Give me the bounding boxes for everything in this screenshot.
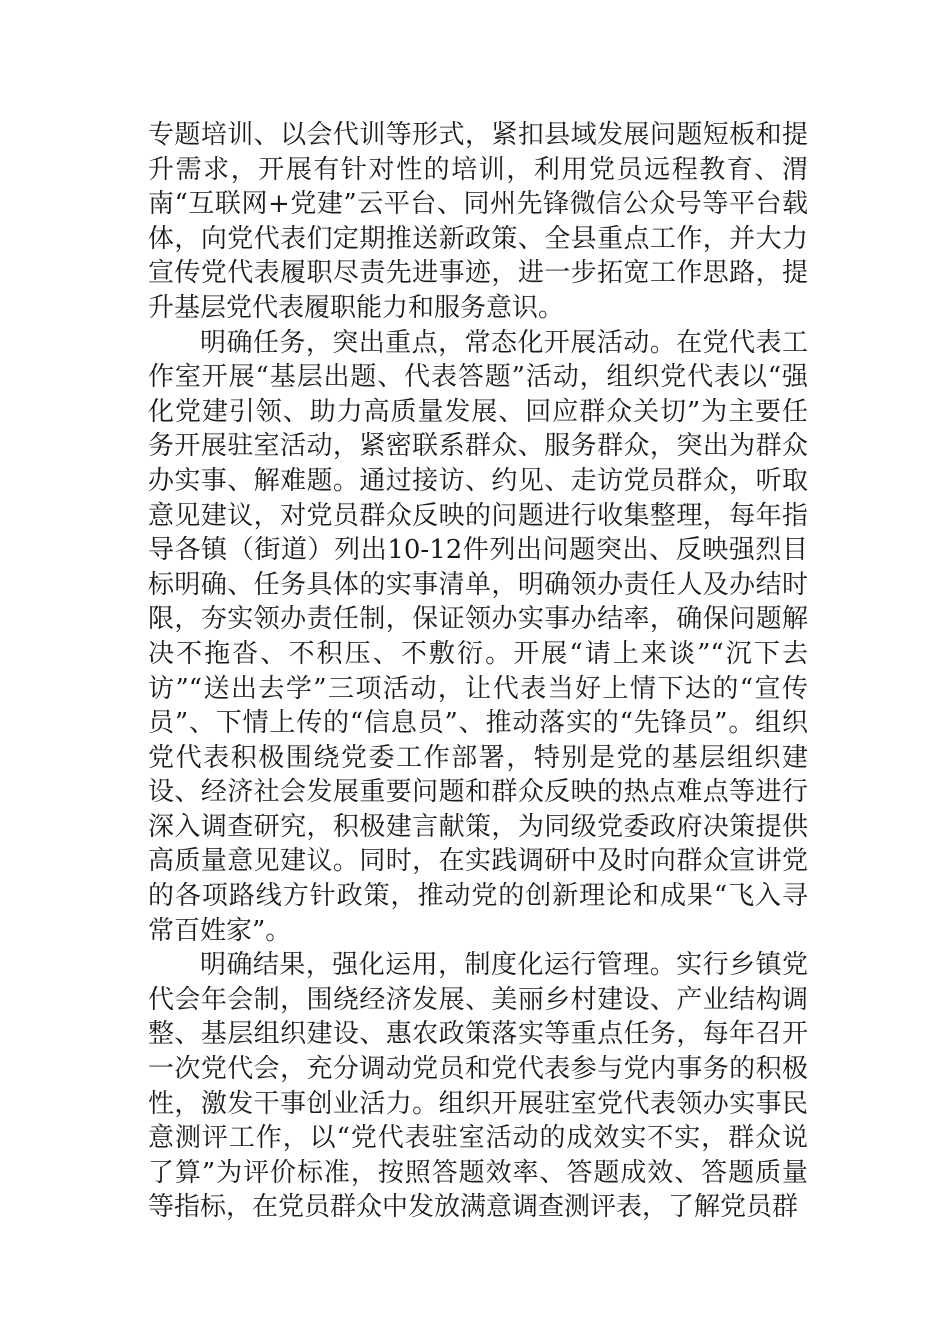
paragraph-tasks: 明确任务，突出重点，常态化开展活动。在党代表工作室开展“基层出题、代表答题”活动，组织党代表以“强化党建引领、助力高质量发展、回应群众关切”为主要任务开展驻室活动，紧密联系群众、服务群众，突出为群众办实事、解难题。通过接访、约见、走访党员群众，听取意见建议，对党员群众反映的问题进行收集整理，每年指导各镇（街道）列出10-12件列出问题突出、反映强烈目标明确、任务具体的实事清单，明确领办责任人及办结时限，夯实领办责任制，保证领办实事办结率，确保问题解决不拖沓、不积压、不敷衍。开展“请上来谈”“沉下去访”“送出去学”三项活动，让代表当好上情下达的“宣传员”、下情上传的“信息员”、推动落实的“先锋员”。组织党代表积极围绕党委工作部署，特别是党的基层组织建设、经济社会发展重要问题和群众反映的热点难点等进行深入调查研究，积极建言献策，为同级党委政府决策提供高质量意见建议。同时，在实践调研中及时向群众宣讲党的各项路线方针政策，推动党的创新理论和成果“飞入寻常百姓家”。 <box>148 327 808 946</box>
paragraph-training: 专题培训、以会代训等形式，紧扣县域发展问题短板和提升需求，开展有针对性的培训，利用党员远程教育、渭南“互联网+党建”云平台、同州先锋微信公众号等平台载体，向党代表们定期推送新政策、全县重点工作，并大力宣传党代表履职尽责先进事迹，进一步拓宽工作思路，提升基层党代表履职能力和服务意识。 <box>148 120 808 323</box>
document-page <box>148 118 808 1225</box>
paragraph-results: 明确结果，强化运用，制度化运行管理。实行乡镇党代会年会制，围绕经济发展、美丽乡村建设、产业结构调整、基层组织建设、惠农政策落实等重点任务，每年召开一次党代会，充分调动党员和党代表参与党内事务的积极性，激发干事创业活力。组织开展驻室党代表领办实事民意测评工作，以“党代表驻室活动的成效实不实，群众说了算”为评价标准，按照答题效率、答题成效、答题质量等指标，在党员群众中发放满意调查测评表，了解党员群 <box>148 950 808 1223</box>
